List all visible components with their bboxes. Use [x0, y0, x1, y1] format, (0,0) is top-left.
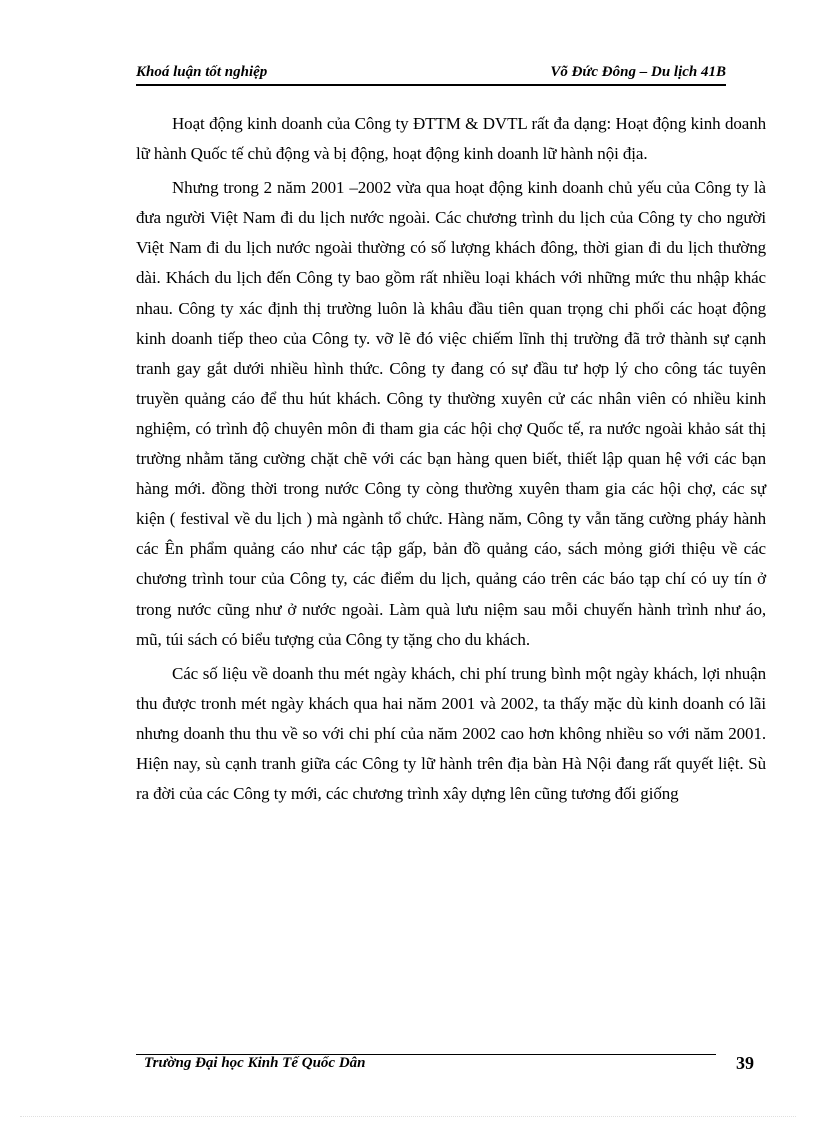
paragraph-2: Nhưng trong 2 năm 2001 –2002 vừa qua hoạt động kinh doanh chủ yếu của Công ty là đưa người Việt Nam đi du lịch nước ngoài. Các chương trình du lịch của Công ty cho người Việt Nam đi du lịch nước ngoài thường có số lượng khách đông, thời gian đi du lịch thường dài. Khách du lịch đến Công ty bao gồm rất nhiều loại khách với những mức thu nhập khác nhau. Công ty xác định thị trường luôn là khâu đầu tiên quan trọng chi phối các hoạt động kinh doanh tiếp theo của Công ty. vỡ lẽ đó việc chiếm lĩnh thị trường đã trở thành sự cạnh tranh gay gắt dưới nhiều hình thức. Công ty đang có sự đầu tư hợp lý cho công tác tuyên truyền quảng cáo để thu hút khách. Công ty thường xuyên cử các nhân viên có nhiều kinh nghiệm, có trình độ chuyên môn đi tham gia các hội chợ Quốc tế, ra nước ngoài khảo sát thị trường nhằm tăng cường chặt chẽ với các bạn hàng quen biết, thiết lập quan hệ với các bạn hàng mới. đồng thời trong nước Công ty còng thường xuyên tham gia các hội chợ, các sự kiện ( festival về du lịch ) mà ngành tổ chức. Hàng năm, Công ty vẫn tăng cường pháy hành các Ên phẩm quảng cáo như các tập gấp, bản đồ quảng cáo, sách mỏng giới thiệu về các chương trình tour của Công ty, các điểm du lịch, quảng cáo trên các báo tạp chí có uy tín ở trong nước cũng như ở nước ngoài. Làm quà lưu niệm sau mỗi chuyến hành trình như áo, mũ, túi sách có biểu tượng của Công ty tặng cho du khách. [136, 178, 766, 649]
body-text [136, 109, 766, 813]
header-thesis-title: Khoá luận tốt nghiệp [136, 64, 268, 80]
header-author: Võ Đức Đông – Du lịch 41B [550, 64, 726, 80]
paragraph-1: Hoạt động kinh doanh của Công ty ĐTTM & DVTL rất đa dạng: Hoạt động kinh doanh lữ hành Quốc tế chủ động và bị động, hoạt động kinh doanh lữ hành nội địa. [136, 114, 766, 164]
page-bottom-border [20, 1116, 796, 1117]
page-header [136, 60, 726, 86]
paragraph-3: Các số liệu về doanh thu mét ngày khách, chi phí trung bình một ngày khách, lợi nhuận thu được tronh mét ngày khách qua hai năm 2001 và 2002, ta thấy mặc dù kinh doanh có lãi nhưng doanh thu thu về so với chi phí của năm 2002 cao hơn không nhiều so với năm 2001. Hiện nay, sù cạnh tranh giữa các Công ty lữ hành trên địa bàn Hà Nội đang rất quyết liệt. Sù ra đời của các Công ty mới, các chương trình xây dựng lên cũng tương đối giống [136, 663, 766, 804]
footer-school-name: Trường Đại học Kinh Tế Quốc Dân [144, 1055, 366, 1071]
page-number: 39 [736, 1053, 754, 1073]
